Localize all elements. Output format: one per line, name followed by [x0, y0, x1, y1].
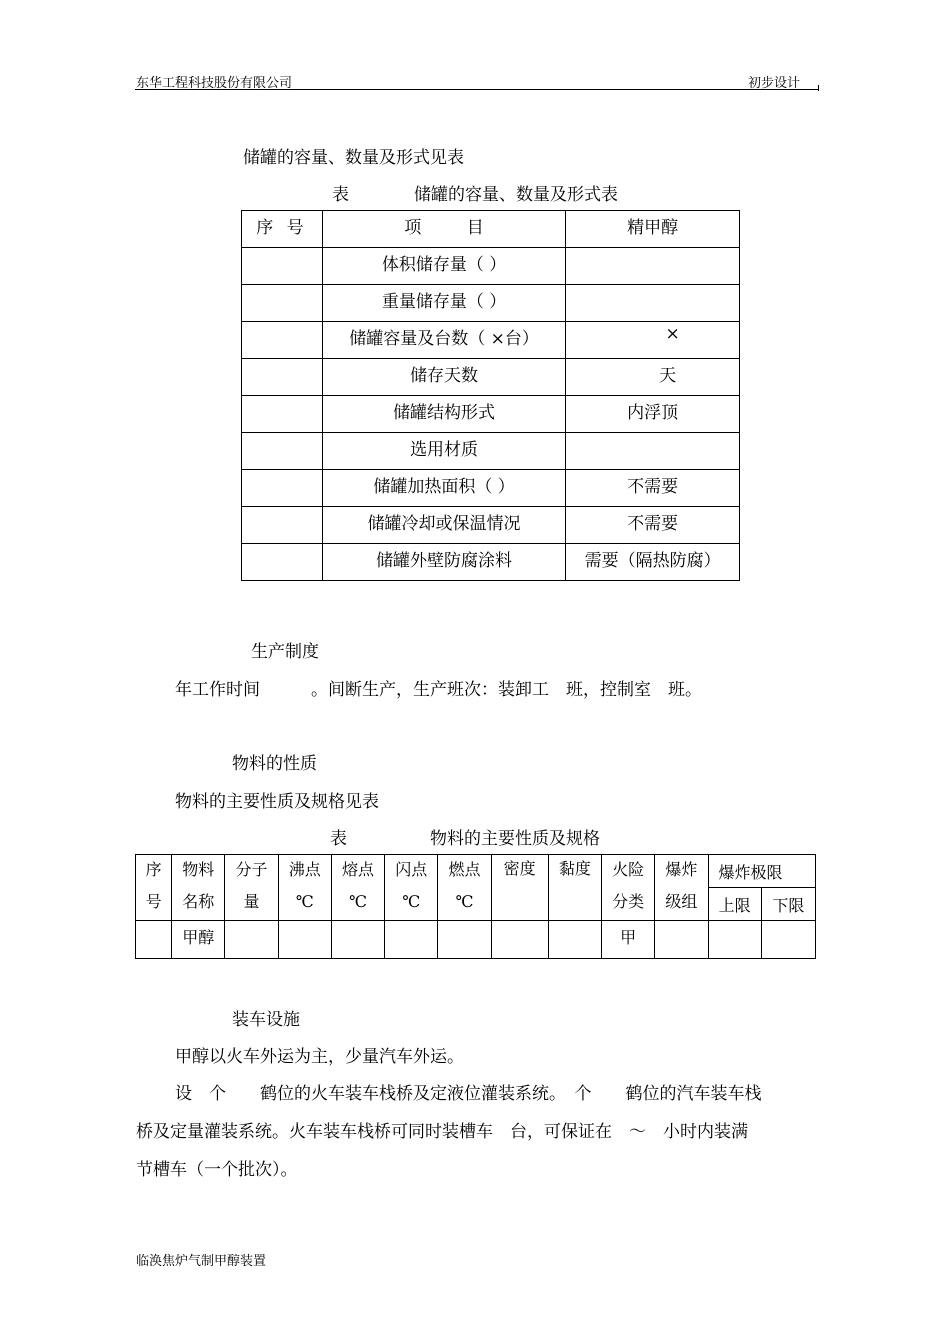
cell-fire-class: 甲	[602, 921, 655, 959]
col-header-methanol: 精甲醇	[566, 211, 740, 248]
col-header-density	[491, 855, 548, 921]
row-value: 需要（隔热防腐）	[566, 544, 740, 581]
row-no	[242, 359, 323, 396]
row-item: 储罐冷却或保温情况	[322, 507, 565, 544]
col-header-lower-limit: 下限	[761, 888, 815, 921]
header-doc-stage: 初步设计	[748, 76, 801, 91]
cell-no	[136, 921, 172, 959]
col-header-no-top: 序	[145, 859, 162, 879]
cell-lower-limit	[761, 921, 815, 959]
material-table	[135, 854, 816, 959]
table-row	[242, 322, 740, 359]
cell-ignition-point	[438, 921, 491, 959]
row-value: ×	[566, 322, 740, 359]
production-heading: 生产制度	[251, 642, 319, 662]
tank-table-title: 储罐的容量、数量及形式表	[414, 185, 618, 205]
col-header-ignition-point	[438, 855, 491, 921]
table-row	[242, 285, 740, 322]
table-row	[242, 433, 740, 470]
loading-paragraph-2-line-3: 节槽车（一个批次）。	[136, 1160, 298, 1180]
row-no	[242, 248, 323, 285]
col-header-fire-class	[602, 855, 655, 921]
row-no	[242, 470, 323, 507]
col-header-material-name	[172, 855, 225, 921]
col-header-material-name-top: 物料	[182, 859, 215, 879]
col-header-boiling-point	[278, 855, 331, 921]
col-header-molecular-weight-top: 分子	[235, 859, 268, 879]
col-header-fire-class-top: 火险	[612, 859, 645, 879]
cell-melting-point	[331, 921, 384, 959]
col-header-viscosity	[548, 855, 601, 921]
col-header-melting-point-bottom: ℃	[349, 891, 367, 911]
loading-heading: 装车设施	[232, 1010, 300, 1030]
loading-paragraph-2-line-1: 设 个 鹤位的火车装车栈桥及定液位灌装系统。 个 鹤位的汽车装车栈	[175, 1084, 762, 1104]
tank-intro: 储罐的容量、数量及形式见表	[243, 148, 464, 168]
tank-table	[241, 210, 740, 581]
col-header-molecular-weight-bottom: 量	[243, 891, 260, 911]
col-header-no-bottom: 号	[145, 891, 162, 911]
col-header-flash-point	[385, 855, 438, 921]
col-header-flash-point-top: 闪点	[395, 859, 428, 879]
cell-boiling-point	[278, 921, 331, 959]
cell-viscosity	[548, 921, 601, 959]
col-header-melting-point-top: 熔点	[341, 859, 374, 879]
col-header-boiling-point-top: 沸点	[288, 859, 321, 879]
row-no	[242, 285, 323, 322]
row-value	[566, 248, 740, 285]
row-no	[242, 322, 323, 359]
footer-project: 临涣焦炉气制甲醇装置	[136, 1254, 267, 1269]
cell-density	[491, 921, 548, 959]
table-row	[242, 248, 740, 285]
col-header-explosion-group-bottom: 级组	[665, 891, 698, 911]
row-value: 不需要	[566, 470, 740, 507]
tank-table-label: 表	[332, 185, 349, 205]
col-header-flash-point-bottom: ℃	[402, 891, 421, 911]
tank-table-header	[242, 211, 740, 248]
header-company: 东华工程科技股份有限公司	[136, 76, 293, 91]
table-row	[242, 544, 740, 581]
col-header-fire-class-bottom: 分类	[612, 891, 645, 911]
col-header-melting-point	[331, 855, 384, 921]
table-row	[242, 359, 740, 396]
col-header-explosion-group-top: 爆炸	[665, 859, 698, 879]
row-item: 储存天数	[322, 359, 565, 396]
row-value	[566, 433, 740, 470]
col-header-ignition-point-top: 燃点	[448, 859, 481, 879]
col-header-explosion-limits: 爆炸极限	[708, 855, 815, 888]
material-intro: 物料的主要性质及规格见表	[175, 792, 379, 812]
row-no	[242, 433, 323, 470]
col-header-boiling-point-bottom: ℃	[295, 891, 314, 911]
col-header-upper-limit: 上限	[708, 888, 761, 921]
material-table-label: 表	[330, 829, 347, 849]
row-item: 储罐结构形式	[322, 396, 565, 433]
col-header-material-name-bottom: 名称	[182, 891, 215, 911]
col-header-ignition-point-bottom: ℃	[455, 891, 474, 911]
col-header-explosion-group	[655, 855, 708, 921]
row-item: 体积储存量（ ）	[322, 248, 565, 285]
header-rule	[135, 89, 819, 90]
material-heading: 物料的性质	[232, 754, 317, 774]
row-item: 储罐外壁防腐涂料	[322, 544, 565, 581]
loading-paragraph-2-line-2: 桥及定量灌装系统。火车装车栈桥可同时装槽车 台，可保证在 ～ 小时内装满	[136, 1122, 748, 1142]
material-table-title: 物料的主要性质及规格	[430, 829, 600, 849]
row-value: 内浮顶	[566, 396, 740, 433]
col-header-density-top: 密度	[503, 859, 536, 878]
cell-flash-point	[385, 921, 438, 959]
table-row	[136, 921, 816, 959]
loading-paragraph-1: 甲醇以火车外运为主，少量汽车外运。	[175, 1047, 464, 1067]
col-header-no	[136, 855, 172, 921]
row-item: 储罐容量及台数（ ×台）	[322, 322, 565, 359]
row-value: 天	[566, 359, 740, 396]
row-no	[242, 396, 323, 433]
row-value: 不需要	[566, 507, 740, 544]
col-header-molecular-weight	[225, 855, 278, 921]
row-item: 储罐加热面积（ ）	[322, 470, 565, 507]
header-rule-tick	[818, 85, 819, 91]
col-header-viscosity-top: 黏度	[558, 859, 591, 878]
cell-material-name: 甲醇	[172, 921, 225, 959]
table-row	[242, 507, 740, 544]
cell-upper-limit	[708, 921, 761, 959]
col-header-item: 项 目	[322, 211, 565, 248]
table-row	[242, 470, 740, 507]
row-no	[242, 544, 323, 581]
col-header-no: 序 号	[242, 211, 323, 248]
cell-molecular-weight	[225, 921, 278, 959]
row-value	[566, 285, 740, 322]
cell-explosion-group	[655, 921, 708, 959]
row-no	[242, 507, 323, 544]
row-item: 选用材质	[322, 433, 565, 470]
material-header-top	[136, 855, 816, 888]
production-text: 年工作时间 。间断生产，生产班次：装卸工 班，控制室 班。	[175, 680, 702, 700]
table-row	[242, 396, 740, 433]
row-item: 重量储存量（ ）	[322, 285, 565, 322]
